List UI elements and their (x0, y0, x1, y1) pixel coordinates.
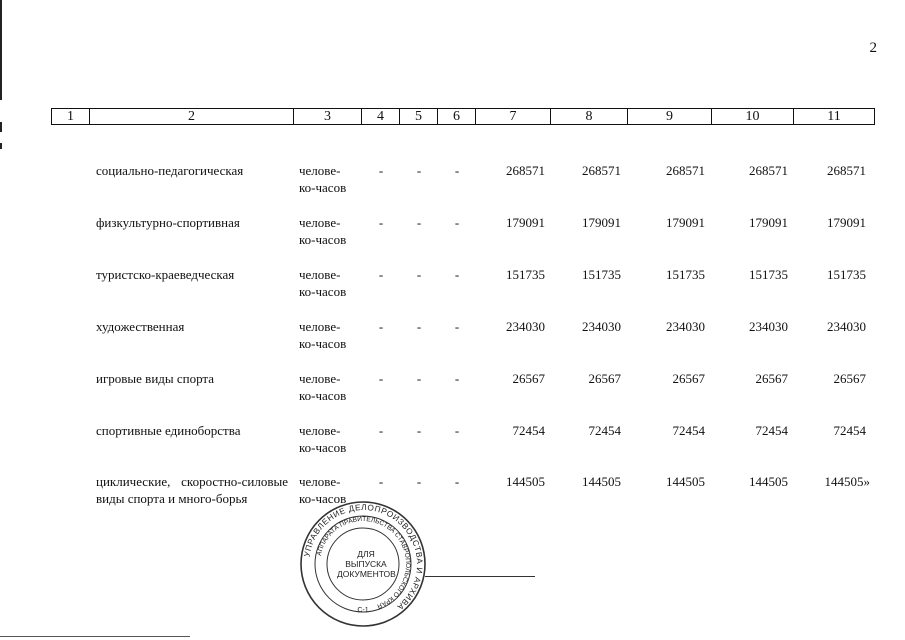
row-unit (299, 422, 369, 456)
cell-col11: 268571 (827, 163, 866, 178)
cell-col7: 26567 (512, 371, 545, 386)
column-number-cell: 9 (628, 109, 712, 125)
cell-col8: 234030 (582, 319, 621, 334)
cell-col4: - (378, 215, 384, 230)
row-unit (299, 266, 369, 300)
cell-col4: - (378, 319, 384, 334)
cell-col10: 234030 (749, 319, 788, 334)
cell-col11: 26567 (833, 371, 866, 386)
stamp-inner-text: АППАРАТА ПРАВИТЕЛЬСТВА СТАВРОПОЛЬСКОГО КРАЯ (315, 515, 412, 610)
cell-col6: - (454, 371, 460, 386)
cell-col10: 72454 (755, 423, 788, 438)
cell-col11: 144505» (824, 474, 870, 489)
unit-line: ко-часов (299, 284, 347, 299)
cell-col5: - (416, 423, 422, 438)
cell-col7: 179091 (506, 215, 545, 230)
cell-col7: 234030 (506, 319, 545, 334)
row-name: туристско-краеведческая (96, 267, 235, 282)
cell-col10: 268571 (749, 163, 788, 178)
stamp-line: ВЫПУСКА (345, 559, 387, 569)
table-row (0, 162, 905, 210)
unit-line: ко-часов (299, 388, 347, 403)
cell-col11: 151735 (827, 267, 866, 282)
cell-col8: 26567 (588, 371, 621, 386)
unit-line: челове- (299, 215, 341, 230)
cell-col9: 234030 (666, 319, 705, 334)
cell-col6: - (454, 474, 460, 489)
column-number-cell: 1 (52, 109, 90, 125)
cell-col11: 72454 (833, 423, 866, 438)
column-number-header (51, 108, 875, 125)
cell-col6: - (454, 163, 460, 178)
cell-col10: 179091 (749, 215, 788, 230)
cell-col5: - (416, 267, 422, 282)
row-name: спортивные единоборства (96, 423, 241, 438)
cell-col6: - (454, 267, 460, 282)
cell-col4: - (378, 371, 384, 386)
left-margin-mark (0, 122, 2, 132)
unit-line: челове- (299, 371, 341, 386)
row-name: социально-педагогическая (96, 163, 244, 178)
row-unit (299, 370, 369, 404)
cell-col9: 72454 (672, 423, 705, 438)
cell-col5: - (416, 319, 422, 334)
cell-col4: - (378, 163, 384, 178)
cell-col9: 151735 (666, 267, 705, 282)
table-row (0, 214, 905, 262)
table-row (0, 473, 905, 525)
cell-col7: 151735 (506, 267, 545, 282)
cell-col9: 268571 (666, 163, 705, 178)
cell-col9: 179091 (666, 215, 705, 230)
unit-line: ко-часов (299, 491, 347, 506)
unit-line: ко-часов (299, 336, 347, 351)
cell-col7: 268571 (506, 163, 545, 178)
column-number-cell: 11 (794, 109, 875, 125)
column-number-cell: 7 (476, 109, 551, 125)
cell-col11: 179091 (827, 215, 866, 230)
bottom-scan-line (0, 636, 190, 637)
column-number-cell: 3 (294, 109, 362, 125)
cell-col9: 26567 (672, 371, 705, 386)
cell-col8: 179091 (582, 215, 621, 230)
cell-col10: 26567 (755, 371, 788, 386)
stamp-center-text (337, 549, 395, 579)
signature-line (425, 576, 535, 577)
cell-col6: - (454, 215, 460, 230)
cell-col7: 144505 (506, 474, 545, 489)
cell-col8: 151735 (582, 267, 621, 282)
column-number-cell: 2 (90, 109, 294, 125)
left-margin-mark (0, 143, 2, 149)
cell-col5: - (416, 371, 422, 386)
cell-col9: 144505 (666, 474, 705, 489)
cell-col10: 151735 (749, 267, 788, 282)
cell-col4: - (378, 474, 384, 489)
column-number-cell: 8 (551, 109, 628, 125)
row-name: игровые виды спорта (96, 371, 215, 386)
row-name: циклические, скоростно-силовые виды спорта и много-борья (96, 474, 288, 506)
stamp-outer-text: УПРАВЛЕНИЕ ДЕЛОПРОИЗВОДСТВА И АРХИВА (302, 502, 425, 612)
column-number-cell: 4 (362, 109, 400, 125)
row-unit (299, 318, 369, 352)
table-row (0, 318, 905, 366)
stamp-line: ДЛЯ (357, 549, 375, 559)
cell-col6: - (454, 319, 460, 334)
left-margin-mark (0, 0, 2, 100)
cell-col5: - (416, 163, 422, 178)
unit-line: ко-часов (299, 180, 347, 195)
row-name: физкультурно-спортивная (96, 215, 240, 230)
stamp-code: С-1 (357, 607, 369, 614)
unit-line: челове- (299, 474, 341, 489)
unit-line: челове- (299, 267, 341, 282)
cell-col8: 144505 (582, 474, 621, 489)
cell-col6: - (454, 423, 460, 438)
cell-col5: - (416, 474, 422, 489)
column-number-cell: 6 (438, 109, 476, 125)
table-row (0, 422, 905, 470)
cell-col5: - (416, 215, 422, 230)
cell-col4: - (378, 267, 384, 282)
stamp-line: ДОКУМЕНТОВ (337, 569, 396, 579)
table-row (0, 370, 905, 418)
unit-line: челове- (299, 423, 341, 438)
column-number-cell: 10 (712, 109, 794, 125)
column-number-cell: 5 (400, 109, 438, 125)
unit-line: челове- (299, 163, 341, 178)
unit-line: ко-часов (299, 232, 347, 247)
table-row (0, 266, 905, 314)
cell-col4: - (378, 423, 384, 438)
unit-line: челове- (299, 319, 341, 334)
cell-col8: 72454 (588, 423, 621, 438)
cell-col7: 72454 (512, 423, 545, 438)
row-unit (299, 214, 369, 248)
row-unit (299, 162, 369, 196)
unit-line: ко-часов (299, 440, 347, 455)
cell-col11: 234030 (827, 319, 866, 334)
cell-col10: 144505 (749, 474, 788, 489)
cell-col8: 268571 (582, 163, 621, 178)
page-number: 2 (869, 40, 877, 56)
row-name: художественная (96, 319, 185, 334)
